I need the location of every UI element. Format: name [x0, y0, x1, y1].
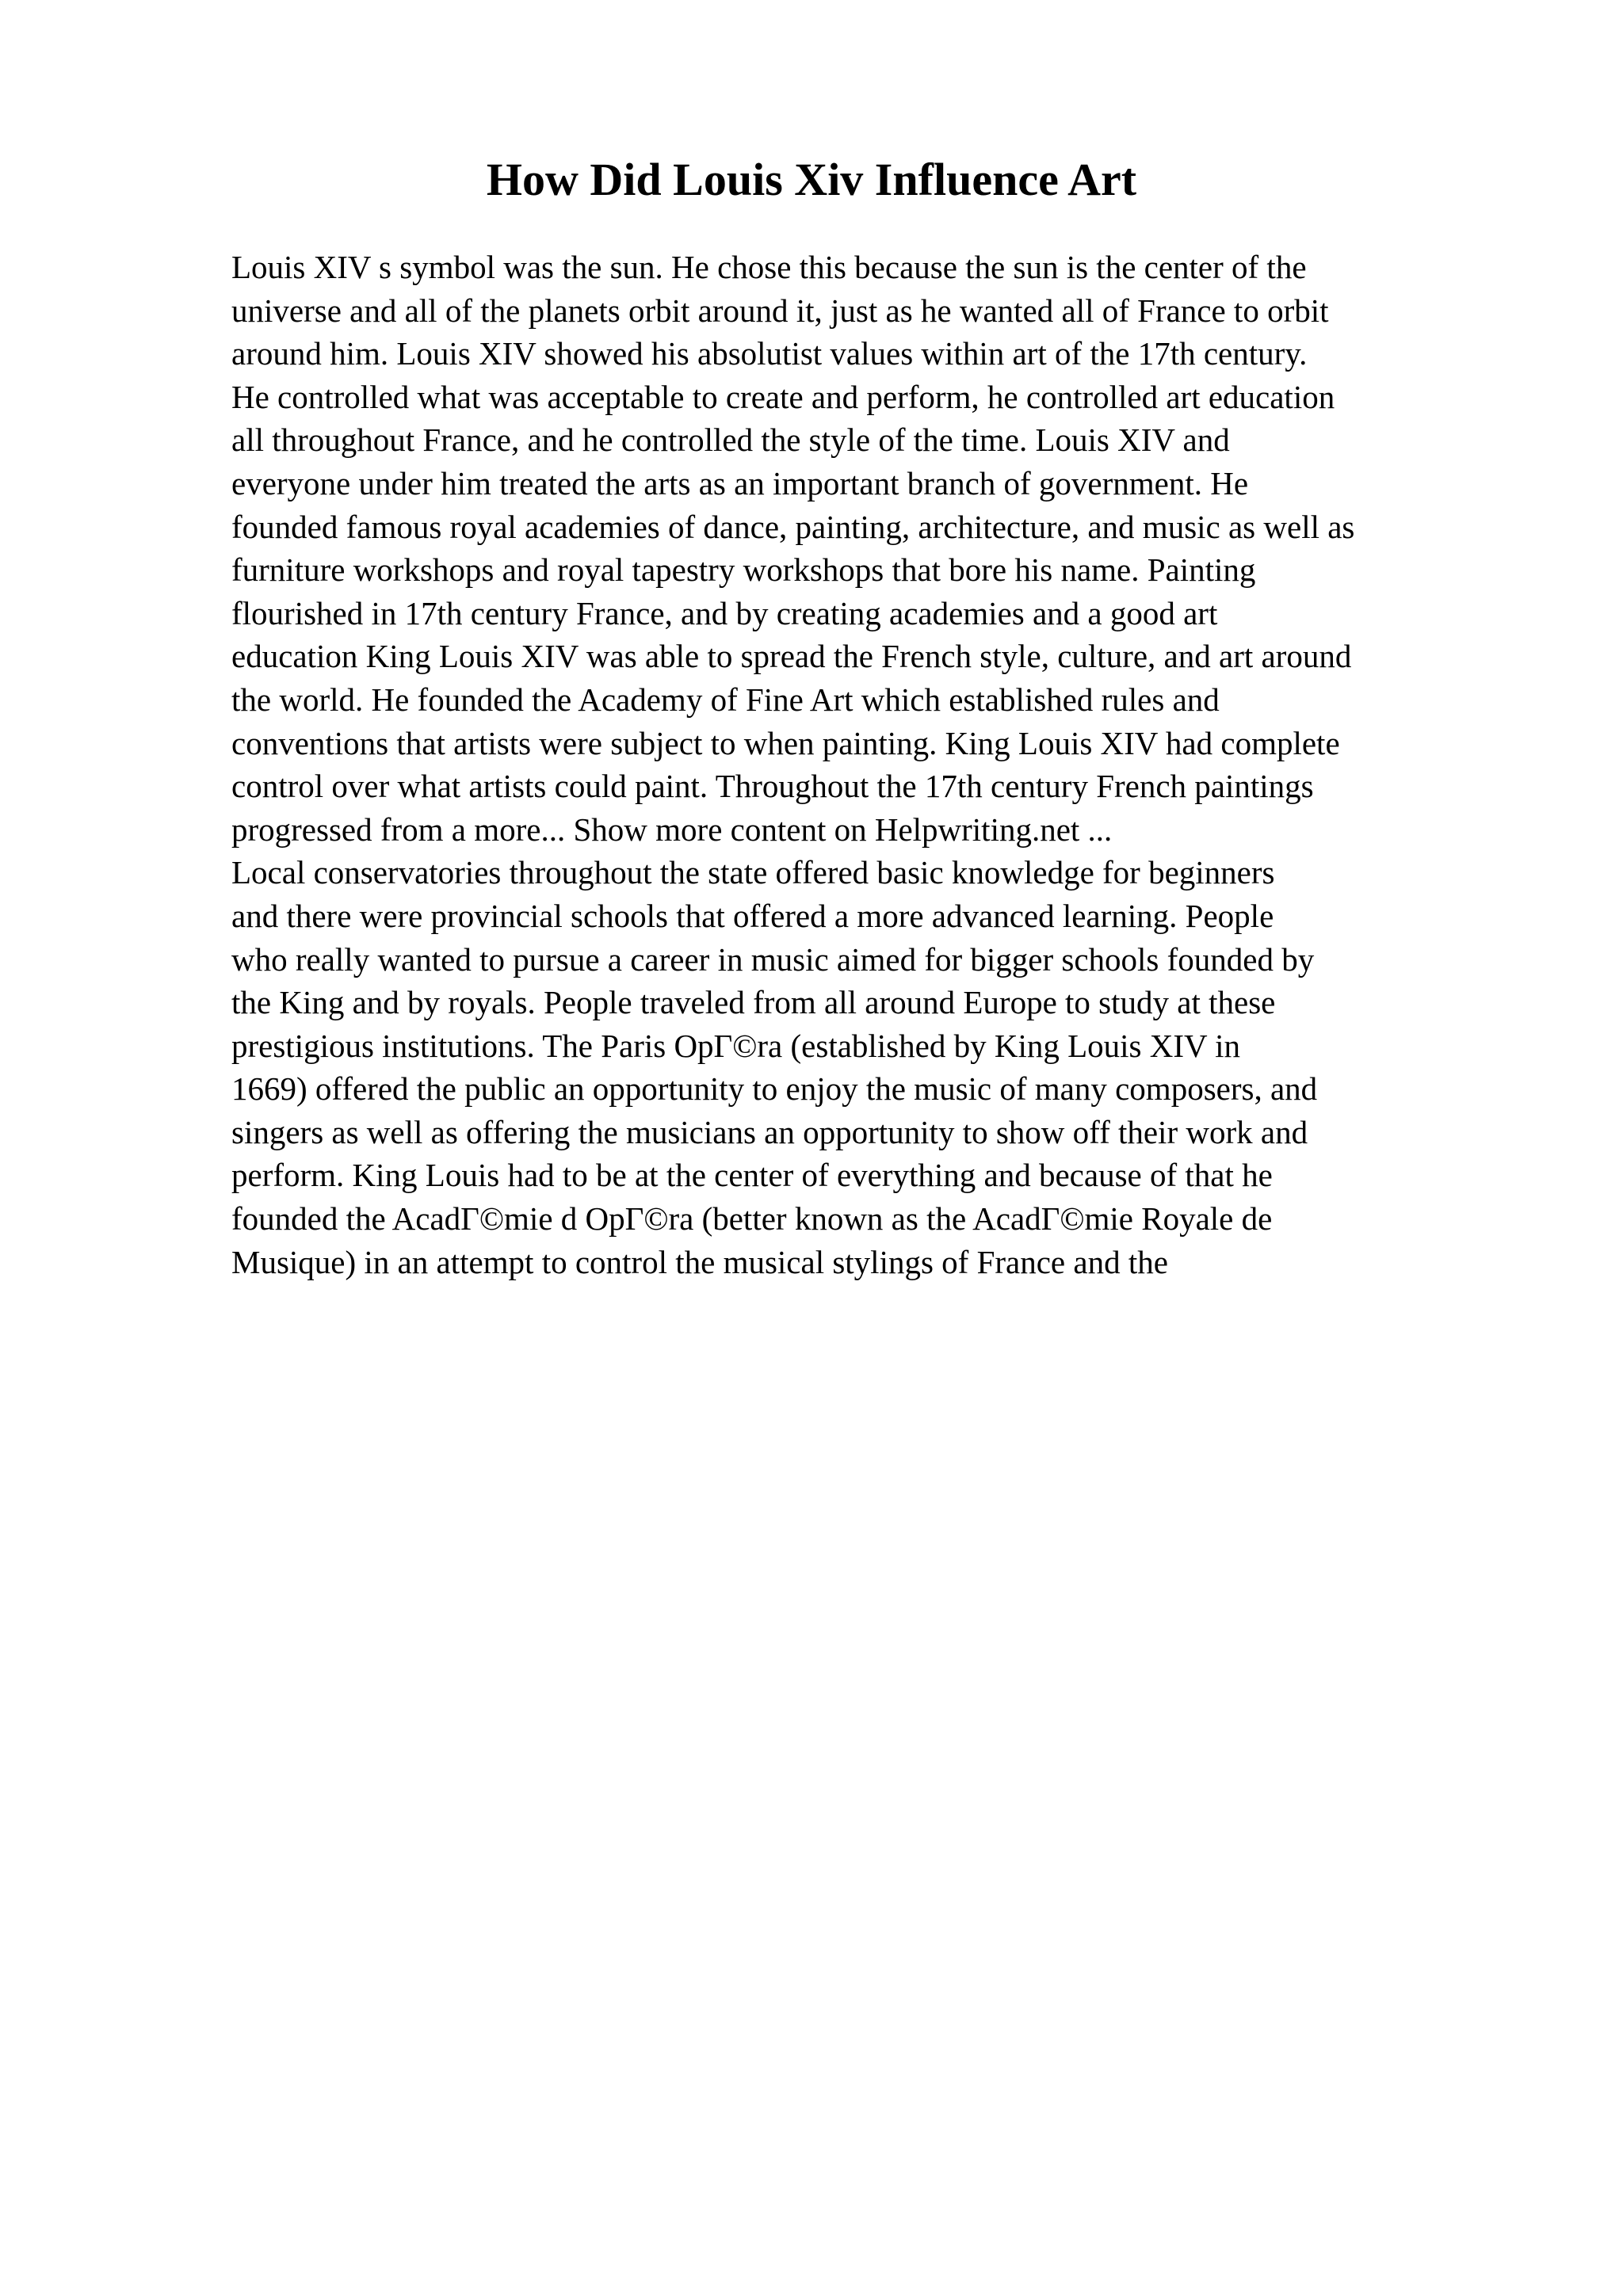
body-line: everyone under him treated the arts as an important branch of government. He [231, 464, 1249, 502]
body-line: education King Louis XIV was able to spread the French style, culture, and art around [231, 638, 1352, 675]
body-line: progressed from a more... Show more content on Helpwriting.net ... [231, 810, 1113, 848]
body-line: conventions that artists were subject to when painting. King Louis XIV had complete [231, 724, 1340, 761]
body-line: flourished in 17th century France, and by creating academies and a good art [231, 594, 1218, 631]
body-line: the King and by royals. People traveled from all around Europe to study at these [231, 984, 1276, 1021]
body-line: Local conservatories throughout the state offered basic knowledge for beginners [231, 854, 1275, 891]
body-line: control over what artists could paint. Throughout the 17th century French paintings [231, 768, 1314, 805]
body-line: universe and all of the planets orbit around it, just as he wanted all of France to orbit [231, 292, 1329, 329]
body-line: and there were provincial schools that offered a more advanced learning. People [231, 897, 1274, 934]
body-line: Musique) in an attempt to control the musical stylings of France and the [231, 1243, 1168, 1280]
body-line: perform. King Louis had to be at the center of everything and because of that he [231, 1157, 1273, 1194]
body-line: Louis XIV s symbol was the sun. He chose this because the sun is the center of the [231, 249, 1307, 285]
document-body [231, 246, 1531, 1283]
body-line: 1669) offered the public an opportunity to enjoy the music of many composers, and [231, 1070, 1318, 1108]
body-line: founded the AcadΓ©mie d OpΓ©ra (better known as the AcadΓ©mie Royale de [231, 1200, 1273, 1238]
body-line: who really wanted to pursue a career in music aimed for bigger schools founded by [231, 940, 1315, 978]
body-line: singers as well as offering the musicians an opportunity to show off their work and [231, 1113, 1308, 1150]
body-line: founded famous royal academies of dance, painting, architecture, and music as well as [231, 508, 1355, 545]
body-line: furniture workshops and royal tapestry workshops that bore his name. Painting [231, 551, 1256, 589]
body-line: the world. He founded the Academy of Fine Art which established rules and [231, 681, 1220, 718]
body-line: around him. Louis XIV showed his absolutist values within art of the 17th century. [231, 335, 1308, 372]
body-line: all throughout France, and he controlled the style of the time. Louis XIV and [231, 421, 1230, 459]
body-line: prestigious institutions. The Paris OpΓ©ra (established by King Louis XIV in [231, 1027, 1241, 1064]
document-title: How Did Louis Xiv Influence Art [486, 154, 1137, 205]
body-line: He controlled what was acceptable to create and perform, he controlled art education [231, 378, 1335, 415]
